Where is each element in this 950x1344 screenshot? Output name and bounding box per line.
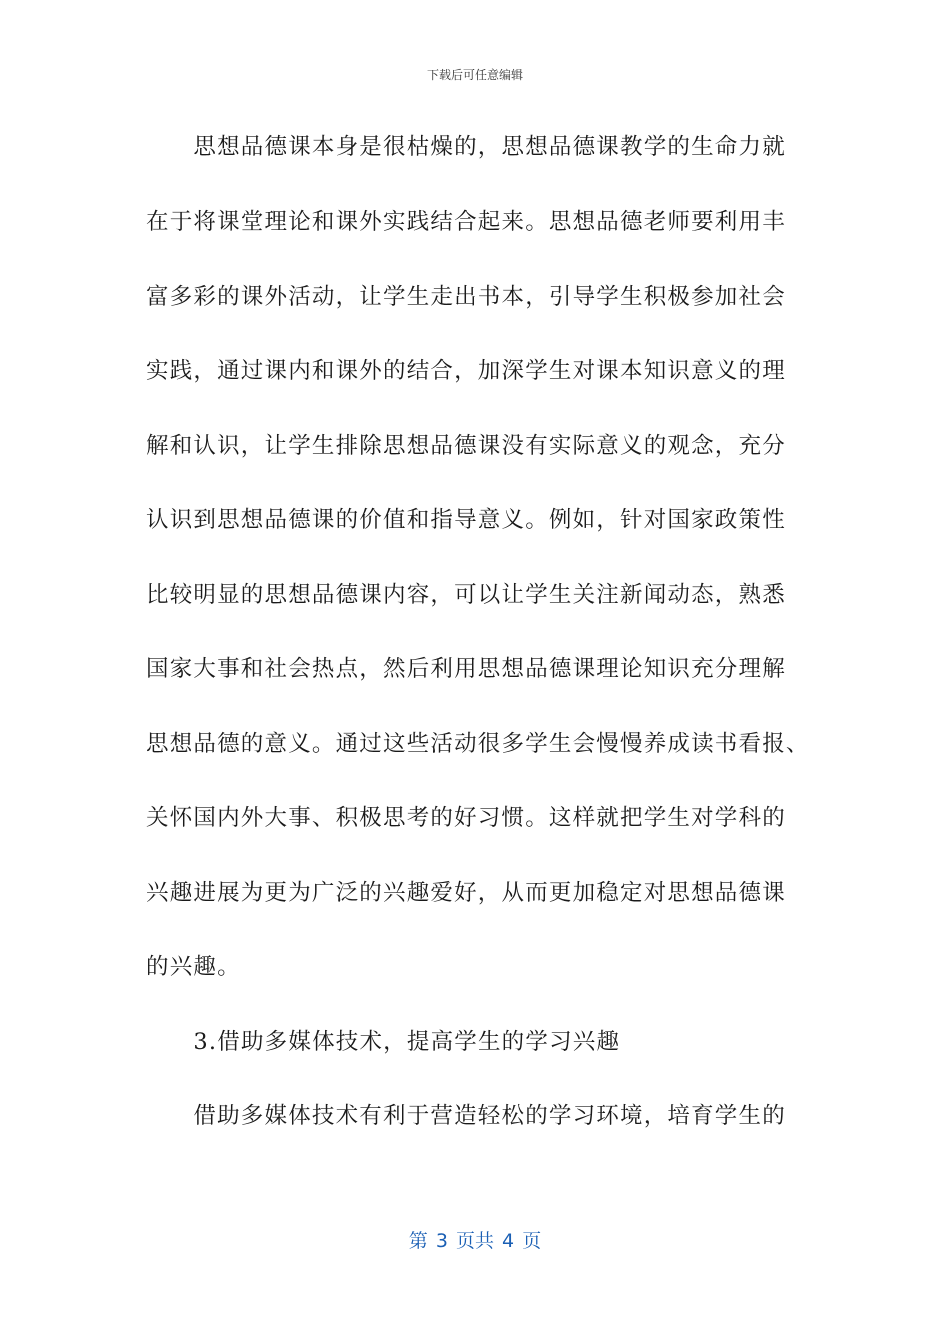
section-heading: 3.借助多媒体技术，提高学生的学习兴趣 [146, 1029, 621, 1055]
paragraph-line: 关怀国内外大事、积极思考的好习惯。这样就把学生对学科的 [146, 805, 786, 831]
paragraph-line: 借助多媒体技术有利于营造轻松的学习环境，培育学生的 [146, 1103, 786, 1129]
paragraph-line: 思想品德课本身是很枯燥的，思想品德课教学的生命力就 [146, 134, 786, 160]
footer-middle: 页共 [455, 1230, 494, 1252]
page-footer [0, 1226, 950, 1253]
paragraph-line: 实践，通过课内和课外的结合，加深学生对课本知识意义的理 [146, 358, 786, 384]
paragraph-line: 解和认识，让学生排除思想品德课没有实际意义的观念，充分 [146, 433, 786, 459]
footer-suffix: 页 [522, 1230, 542, 1252]
paragraph-line: 国家大事和社会热点，然后利用思想品德课理论知识充分理解 [146, 656, 786, 682]
footer-prefix: 第 [408, 1230, 428, 1252]
current-page-number: 3 [435, 1230, 448, 1252]
paragraph-line: 认识到思想品德课的价值和指导意义。例如，针对国家政策性 [146, 507, 786, 533]
paragraph-line: 富多彩的课外活动，让学生走出书本，引导学生积极参加社会 [146, 284, 786, 310]
total-page-count: 4 [502, 1230, 515, 1252]
paragraph-line: 的兴趣。 [146, 954, 241, 980]
paragraph-line: 思想品德的意义。通过这些活动很多学生会慢慢养成读书看报、 [146, 731, 810, 757]
paragraph-line: 比较明显的思想品德课内容，可以让学生关注新闻动态，熟悉 [146, 582, 786, 608]
paragraph-line: 兴趣进展为更为广泛的兴趣爱好，从而更加稳定对思想品德课 [146, 880, 786, 906]
page-header: 下载后可任意编辑 [426, 68, 523, 82]
paragraph-line: 在于将课堂理论和课外实践结合起来。思想品德老师要利用丰 [146, 209, 786, 235]
